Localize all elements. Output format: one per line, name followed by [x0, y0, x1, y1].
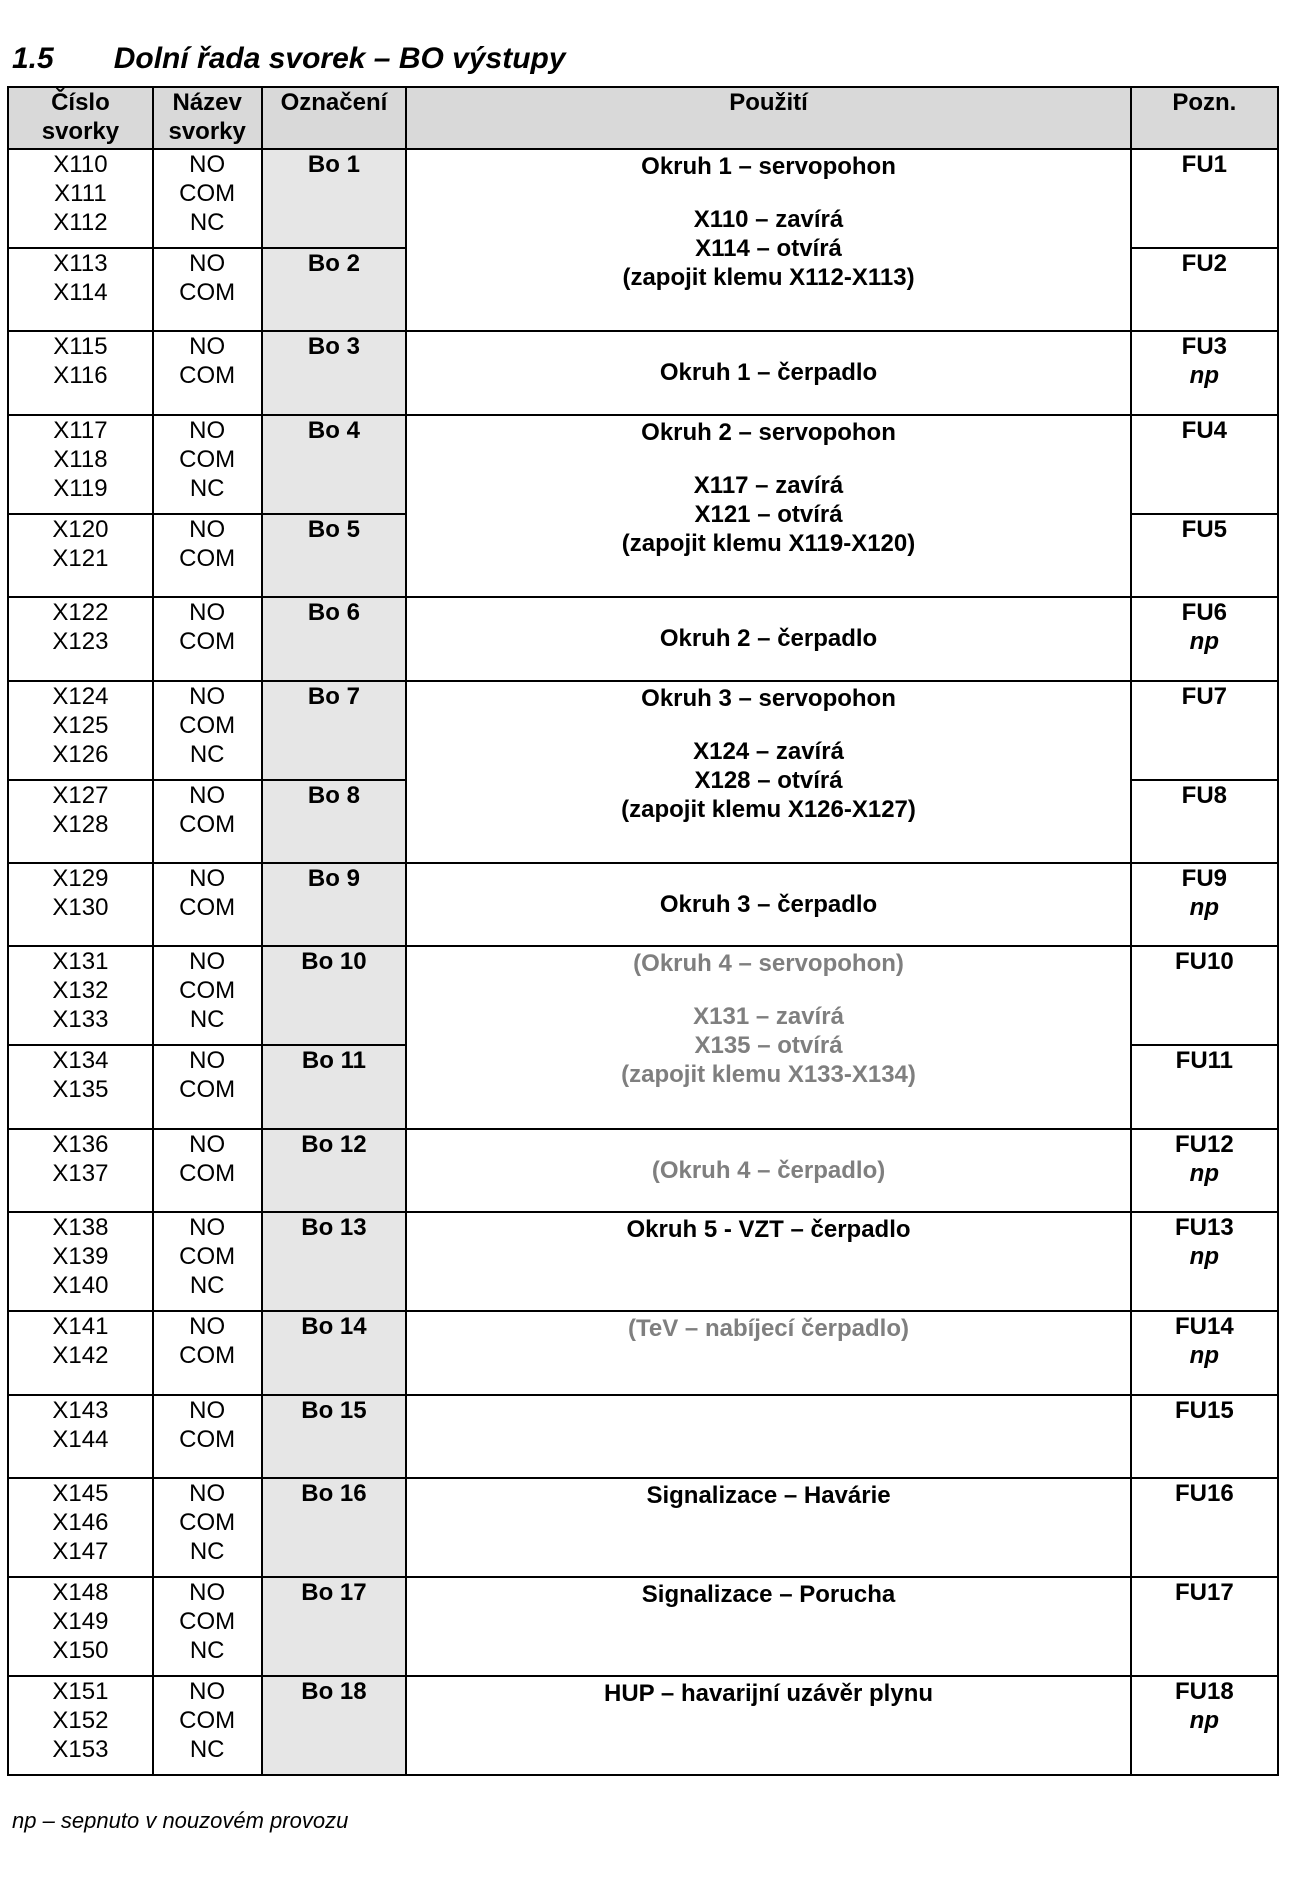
terminal-number: X116	[53, 362, 108, 390]
terminal-number: X140	[52, 1272, 109, 1300]
terminal-table	[7, 86, 1279, 1776]
fuse-label: FU1	[1181, 151, 1228, 178]
usage-line: (Okruh 4 – čerpadlo)	[651, 1156, 886, 1184]
terminal-names	[153, 946, 262, 1045]
usage-cell	[406, 946, 1130, 1128]
usage-line: (zapojit klemu X112-X113)	[622, 264, 915, 291]
terminal-name: COM	[179, 1076, 236, 1104]
terminal-number: X151	[52, 1677, 109, 1705]
terminal-names	[153, 1212, 262, 1311]
fuse-label: FU6	[1181, 599, 1228, 627]
terminal-number: X114	[53, 278, 108, 306]
terminal-number: X121	[52, 544, 109, 572]
fuse-label: FU12	[1175, 1130, 1234, 1158]
terminal-name: NO	[189, 1479, 226, 1507]
terminal-name: COM	[179, 180, 236, 207]
terminal-number: X110	[53, 151, 108, 178]
table-row	[8, 1577, 1278, 1676]
usage-line	[407, 978, 1129, 1002]
output-code: Bo 12	[262, 1129, 407, 1212]
terminal-number: X120	[52, 515, 109, 543]
usage-line: (Okruh 4 – servopohon)	[633, 950, 904, 978]
usage-line: HUP – havarijní uzávěr plynu	[604, 1679, 934, 1707]
terminal-names	[153, 681, 262, 780]
fuse-label: FU5	[1181, 515, 1228, 543]
header-row	[8, 87, 1278, 149]
usage-cell	[406, 863, 1130, 946]
terminal-number: X146	[52, 1508, 109, 1536]
terminal-name: COM	[179, 278, 236, 306]
usage-line: (zapojit klemu X126-X127)	[621, 795, 916, 823]
header-oznaceni: Označení	[262, 87, 407, 149]
terminal-name: COM	[179, 1508, 236, 1536]
terminal-number: X139	[52, 1243, 109, 1271]
terminal-numbers	[8, 1478, 153, 1577]
terminal-number: X138	[52, 1214, 109, 1242]
terminal-numbers	[8, 1395, 153, 1478]
terminal-names	[153, 1045, 262, 1128]
terminal-name: NO	[189, 781, 226, 809]
usage-line: (zapojit klemu X133-X134)	[621, 1061, 916, 1089]
terminal-name: COM	[179, 1706, 236, 1734]
terminal-name: NO	[189, 1677, 226, 1705]
terminal-name: NO	[189, 515, 226, 543]
output-code: Bo 5	[262, 514, 407, 597]
usage-cell	[406, 597, 1130, 680]
table-row	[8, 681, 1278, 780]
terminal-numbers	[8, 681, 153, 780]
terminal-names	[153, 248, 262, 331]
terminal-name: COM	[179, 544, 236, 572]
terminal-names	[153, 149, 262, 248]
note-cell	[1131, 415, 1278, 514]
fuse-label: FU7	[1181, 682, 1228, 710]
terminal-name: COM	[179, 1425, 236, 1453]
output-code: Bo 1	[262, 149, 407, 248]
terminal-number: X143	[52, 1396, 109, 1424]
terminal-number: X141	[52, 1313, 109, 1341]
terminal-number: X148	[52, 1578, 109, 1606]
terminal-number: X152	[52, 1706, 109, 1734]
fuse-label: FU13	[1175, 1214, 1234, 1242]
note-cell	[1131, 149, 1278, 248]
output-code: Bo 15	[262, 1395, 407, 1478]
usage-line: X117 – zavírá	[693, 471, 844, 499]
terminal-names	[153, 1478, 262, 1577]
terminal-names	[153, 1129, 262, 1212]
terminal-name: NO	[189, 1313, 226, 1341]
terminal-number: X123	[52, 628, 109, 656]
terminal-name: NO	[189, 864, 226, 892]
usage-line	[407, 447, 1129, 471]
terminal-number: X130	[52, 893, 109, 921]
fuse-label: FU18	[1175, 1677, 1234, 1705]
terminal-numbers	[8, 1045, 153, 1128]
note-cell	[1131, 331, 1278, 414]
usage-line: Okruh 5 - VZT – čerpadlo	[626, 1216, 911, 1244]
note-cell	[1131, 1395, 1278, 1478]
table-body	[8, 149, 1278, 1775]
note-cell	[1131, 1577, 1278, 1676]
terminal-numbers	[8, 946, 153, 1045]
terminal-name: COM	[179, 893, 236, 921]
usage-cell	[406, 1395, 1130, 1478]
terminal-number: X118	[53, 445, 108, 473]
emergency-mode-note: np	[1189, 362, 1219, 390]
terminal-number: X142	[52, 1342, 109, 1370]
terminal-name: NO	[189, 1214, 226, 1242]
usage-cell	[406, 681, 1130, 863]
note-cell	[1131, 1129, 1278, 1212]
terminal-number: X125	[52, 711, 109, 739]
terminal-number: X149	[52, 1607, 109, 1635]
fuse-label: FU17	[1175, 1578, 1234, 1606]
terminal-names	[153, 1395, 262, 1478]
note-cell	[1131, 1212, 1278, 1311]
usage-line: Okruh 2 – čerpadlo	[659, 625, 878, 653]
table-row	[8, 597, 1278, 680]
output-code: Bo 10	[262, 946, 407, 1045]
usage-line	[407, 713, 1129, 737]
usage-cell	[406, 415, 1130, 597]
usage-line	[407, 334, 1129, 358]
emergency-mode-note: np	[1189, 628, 1219, 656]
usage-cell	[406, 1212, 1130, 1311]
note-cell	[1131, 863, 1278, 946]
note-cell	[1131, 946, 1278, 1045]
table-row	[8, 331, 1278, 414]
terminal-number: X122	[52, 599, 109, 627]
fuse-label: FU14	[1175, 1313, 1234, 1341]
output-code: Bo 14	[262, 1311, 407, 1394]
header-pouziti: Použití	[406, 87, 1130, 149]
usage-line: Okruh 3 – servopohon	[641, 684, 896, 712]
page-title: 1.5 Dolní řada svorek – BO výstupy	[12, 42, 566, 75]
terminal-name: NC	[189, 1006, 225, 1034]
terminal-number: X133	[52, 1006, 109, 1034]
usage-line: X131 – zavírá	[693, 1003, 844, 1031]
terminal-number: X135	[52, 1076, 109, 1104]
terminal-numbers	[8, 415, 153, 514]
fuse-label: FU4	[1181, 416, 1228, 444]
terminal-numbers	[8, 1676, 153, 1775]
terminal-numbers	[8, 1129, 153, 1212]
usage-line: X114 – otvírá	[695, 235, 842, 262]
fuse-label: FU3	[1181, 333, 1228, 361]
terminal-name: NC	[189, 209, 225, 236]
emergency-mode-note: np	[1189, 1706, 1219, 1734]
terminal-number: X127	[52, 781, 109, 809]
terminal-name: COM	[179, 1342, 236, 1370]
table-row	[8, 1395, 1278, 1478]
note-cell	[1131, 1478, 1278, 1577]
terminal-number: X111	[54, 180, 107, 207]
terminal-numbers	[8, 780, 153, 863]
output-code: Bo 4	[262, 415, 407, 514]
usage-line: Okruh 1 – servopohon	[641, 153, 896, 180]
terminal-name: NO	[189, 682, 226, 710]
terminal-name: COM	[179, 628, 236, 656]
table-row	[8, 1129, 1278, 1212]
fuse-label: FU16	[1175, 1479, 1234, 1507]
terminal-numbers	[8, 1577, 153, 1676]
terminal-names	[153, 1577, 262, 1676]
note-cell	[1131, 681, 1278, 780]
terminal-number: X153	[52, 1735, 109, 1763]
usage-line	[407, 600, 1129, 624]
usage-line: X124 – zavírá	[693, 737, 844, 765]
note-cell	[1131, 1311, 1278, 1394]
table-row	[8, 1478, 1278, 1577]
terminal-number: X119	[53, 474, 108, 502]
terminal-number: X136	[52, 1130, 109, 1158]
table-row	[8, 946, 1278, 1045]
terminal-name: NC	[189, 740, 225, 768]
terminal-numbers	[8, 248, 153, 331]
usage-cell	[406, 1478, 1130, 1577]
terminal-name: NO	[189, 416, 226, 444]
terminal-number: X145	[52, 1479, 109, 1507]
usage-line: X135 – otvírá	[694, 1032, 843, 1060]
output-code: Bo 18	[262, 1676, 407, 1775]
terminal-numbers	[8, 597, 153, 680]
usage-line: (TeV – nabíjecí čerpadlo)	[628, 1315, 909, 1343]
terminal-names	[153, 415, 262, 514]
terminal-number: X137	[52, 1159, 109, 1187]
terminal-names	[153, 514, 262, 597]
terminal-name: NC	[189, 474, 225, 502]
usage-line: Okruh 3 – čerpadlo	[659, 890, 878, 918]
emergency-mode-note: np	[1189, 893, 1219, 921]
table-row	[8, 863, 1278, 946]
terminal-numbers	[8, 331, 153, 414]
output-code: Bo 8	[262, 780, 407, 863]
terminal-name: NO	[189, 948, 226, 976]
output-code: Bo 13	[262, 1212, 407, 1311]
usage-line: Signalizace – Havárie	[646, 1481, 891, 1509]
footnote: np – sepnuto v nouzovém provozu	[12, 1808, 349, 1833]
terminal-number: X147	[52, 1537, 109, 1565]
note-cell	[1131, 1045, 1278, 1128]
terminal-name: NO	[189, 151, 226, 178]
usage-cell	[406, 1577, 1130, 1676]
usage-line	[407, 181, 1129, 205]
terminal-names	[153, 1676, 262, 1775]
terminal-name: COM	[179, 977, 236, 1005]
table-row	[8, 1212, 1278, 1311]
table-row	[8, 415, 1278, 514]
usage-line: X128 – otvírá	[694, 766, 843, 794]
terminal-name: NC	[189, 1636, 225, 1664]
emergency-mode-note: np	[1189, 1159, 1219, 1187]
output-code: Bo 2	[262, 248, 407, 331]
terminal-number: X144	[52, 1425, 109, 1453]
usage-line: (zapojit klemu X119-X120)	[621, 529, 916, 557]
usage-line: X110 – zavírá	[693, 206, 844, 233]
usage-cell	[406, 149, 1130, 331]
terminal-name: NO	[189, 1047, 226, 1075]
fuse-label: FU15	[1175, 1396, 1234, 1424]
terminal-name: NO	[189, 599, 226, 627]
terminal-name: NC	[189, 1735, 225, 1763]
note-cell	[1131, 597, 1278, 680]
terminal-names	[153, 780, 262, 863]
table-row	[8, 1311, 1278, 1394]
fuse-label: FU10	[1175, 948, 1234, 976]
note-cell	[1131, 514, 1278, 597]
terminal-name: COM	[179, 1159, 236, 1187]
terminal-number: X131	[52, 948, 109, 976]
table-row	[8, 1676, 1278, 1775]
usage-line: X121 – otvírá	[694, 500, 843, 528]
header-nazev: Název svorky	[153, 87, 262, 149]
terminal-numbers	[8, 863, 153, 946]
output-code: Bo 11	[262, 1045, 407, 1128]
terminal-name: NC	[189, 1272, 225, 1300]
usage-line: Okruh 2 – servopohon	[641, 418, 896, 446]
usage-line: Okruh 1 – čerpadlo	[659, 359, 878, 387]
terminal-number: X117	[53, 416, 108, 444]
fuse-label: FU11	[1175, 1047, 1234, 1075]
terminal-name: NO	[189, 1578, 226, 1606]
terminal-name: COM	[179, 1607, 236, 1635]
terminal-number: X134	[52, 1047, 109, 1075]
terminal-number: X132	[52, 977, 109, 1005]
terminal-numbers	[8, 514, 153, 597]
header-cislo: Číslo svorky	[8, 87, 153, 149]
emergency-mode-note: np	[1189, 1342, 1219, 1370]
terminal-name: NO	[189, 333, 226, 361]
output-code: Bo 17	[262, 1577, 407, 1676]
usage-line: Signalizace – Porucha	[641, 1580, 896, 1608]
terminal-number: X126	[52, 740, 109, 768]
fuse-label: FU2	[1181, 249, 1228, 277]
note-cell	[1131, 1676, 1278, 1775]
output-code: Bo 16	[262, 1478, 407, 1577]
terminal-names	[153, 331, 262, 414]
usage-line	[407, 1132, 1129, 1156]
note-cell	[1131, 248, 1278, 331]
usage-cell	[406, 1129, 1130, 1212]
emergency-mode-note: np	[1189, 1243, 1219, 1271]
terminal-number: X113	[53, 249, 108, 277]
terminal-name: COM	[179, 362, 236, 390]
terminal-numbers	[8, 1212, 153, 1311]
output-code: Bo 3	[262, 331, 407, 414]
output-code: Bo 9	[262, 863, 407, 946]
terminal-name: COM	[179, 1243, 236, 1271]
terminal-name: NC	[189, 1537, 225, 1565]
terminal-number: X115	[53, 333, 108, 361]
terminal-name: NO	[189, 1396, 226, 1424]
terminal-numbers	[8, 149, 153, 248]
terminal-names	[153, 1311, 262, 1394]
terminal-number: X150	[52, 1636, 109, 1664]
output-code: Bo 7	[262, 681, 407, 780]
usage-cell	[406, 1676, 1130, 1775]
usage-cell	[406, 331, 1130, 414]
fuse-label: FU9	[1181, 864, 1228, 892]
terminal-number: X129	[52, 864, 109, 892]
note-cell	[1131, 780, 1278, 863]
terminal-name: NO	[189, 1130, 226, 1158]
terminal-names	[153, 863, 262, 946]
terminal-name: COM	[179, 810, 236, 838]
usage-line	[407, 866, 1129, 890]
terminal-numbers	[8, 1311, 153, 1394]
output-code: Bo 6	[262, 597, 407, 680]
header-pozn: Pozn.	[1131, 87, 1278, 149]
terminal-number: X124	[52, 682, 109, 710]
terminal-number: X128	[52, 810, 109, 838]
terminal-names	[153, 597, 262, 680]
terminal-name: COM	[179, 711, 236, 739]
terminal-name: COM	[179, 445, 236, 473]
fuse-label: FU8	[1181, 781, 1228, 809]
table-row	[8, 149, 1278, 248]
usage-cell	[406, 1311, 1130, 1394]
terminal-number: X112	[53, 209, 108, 236]
terminal-name: NO	[189, 249, 226, 277]
